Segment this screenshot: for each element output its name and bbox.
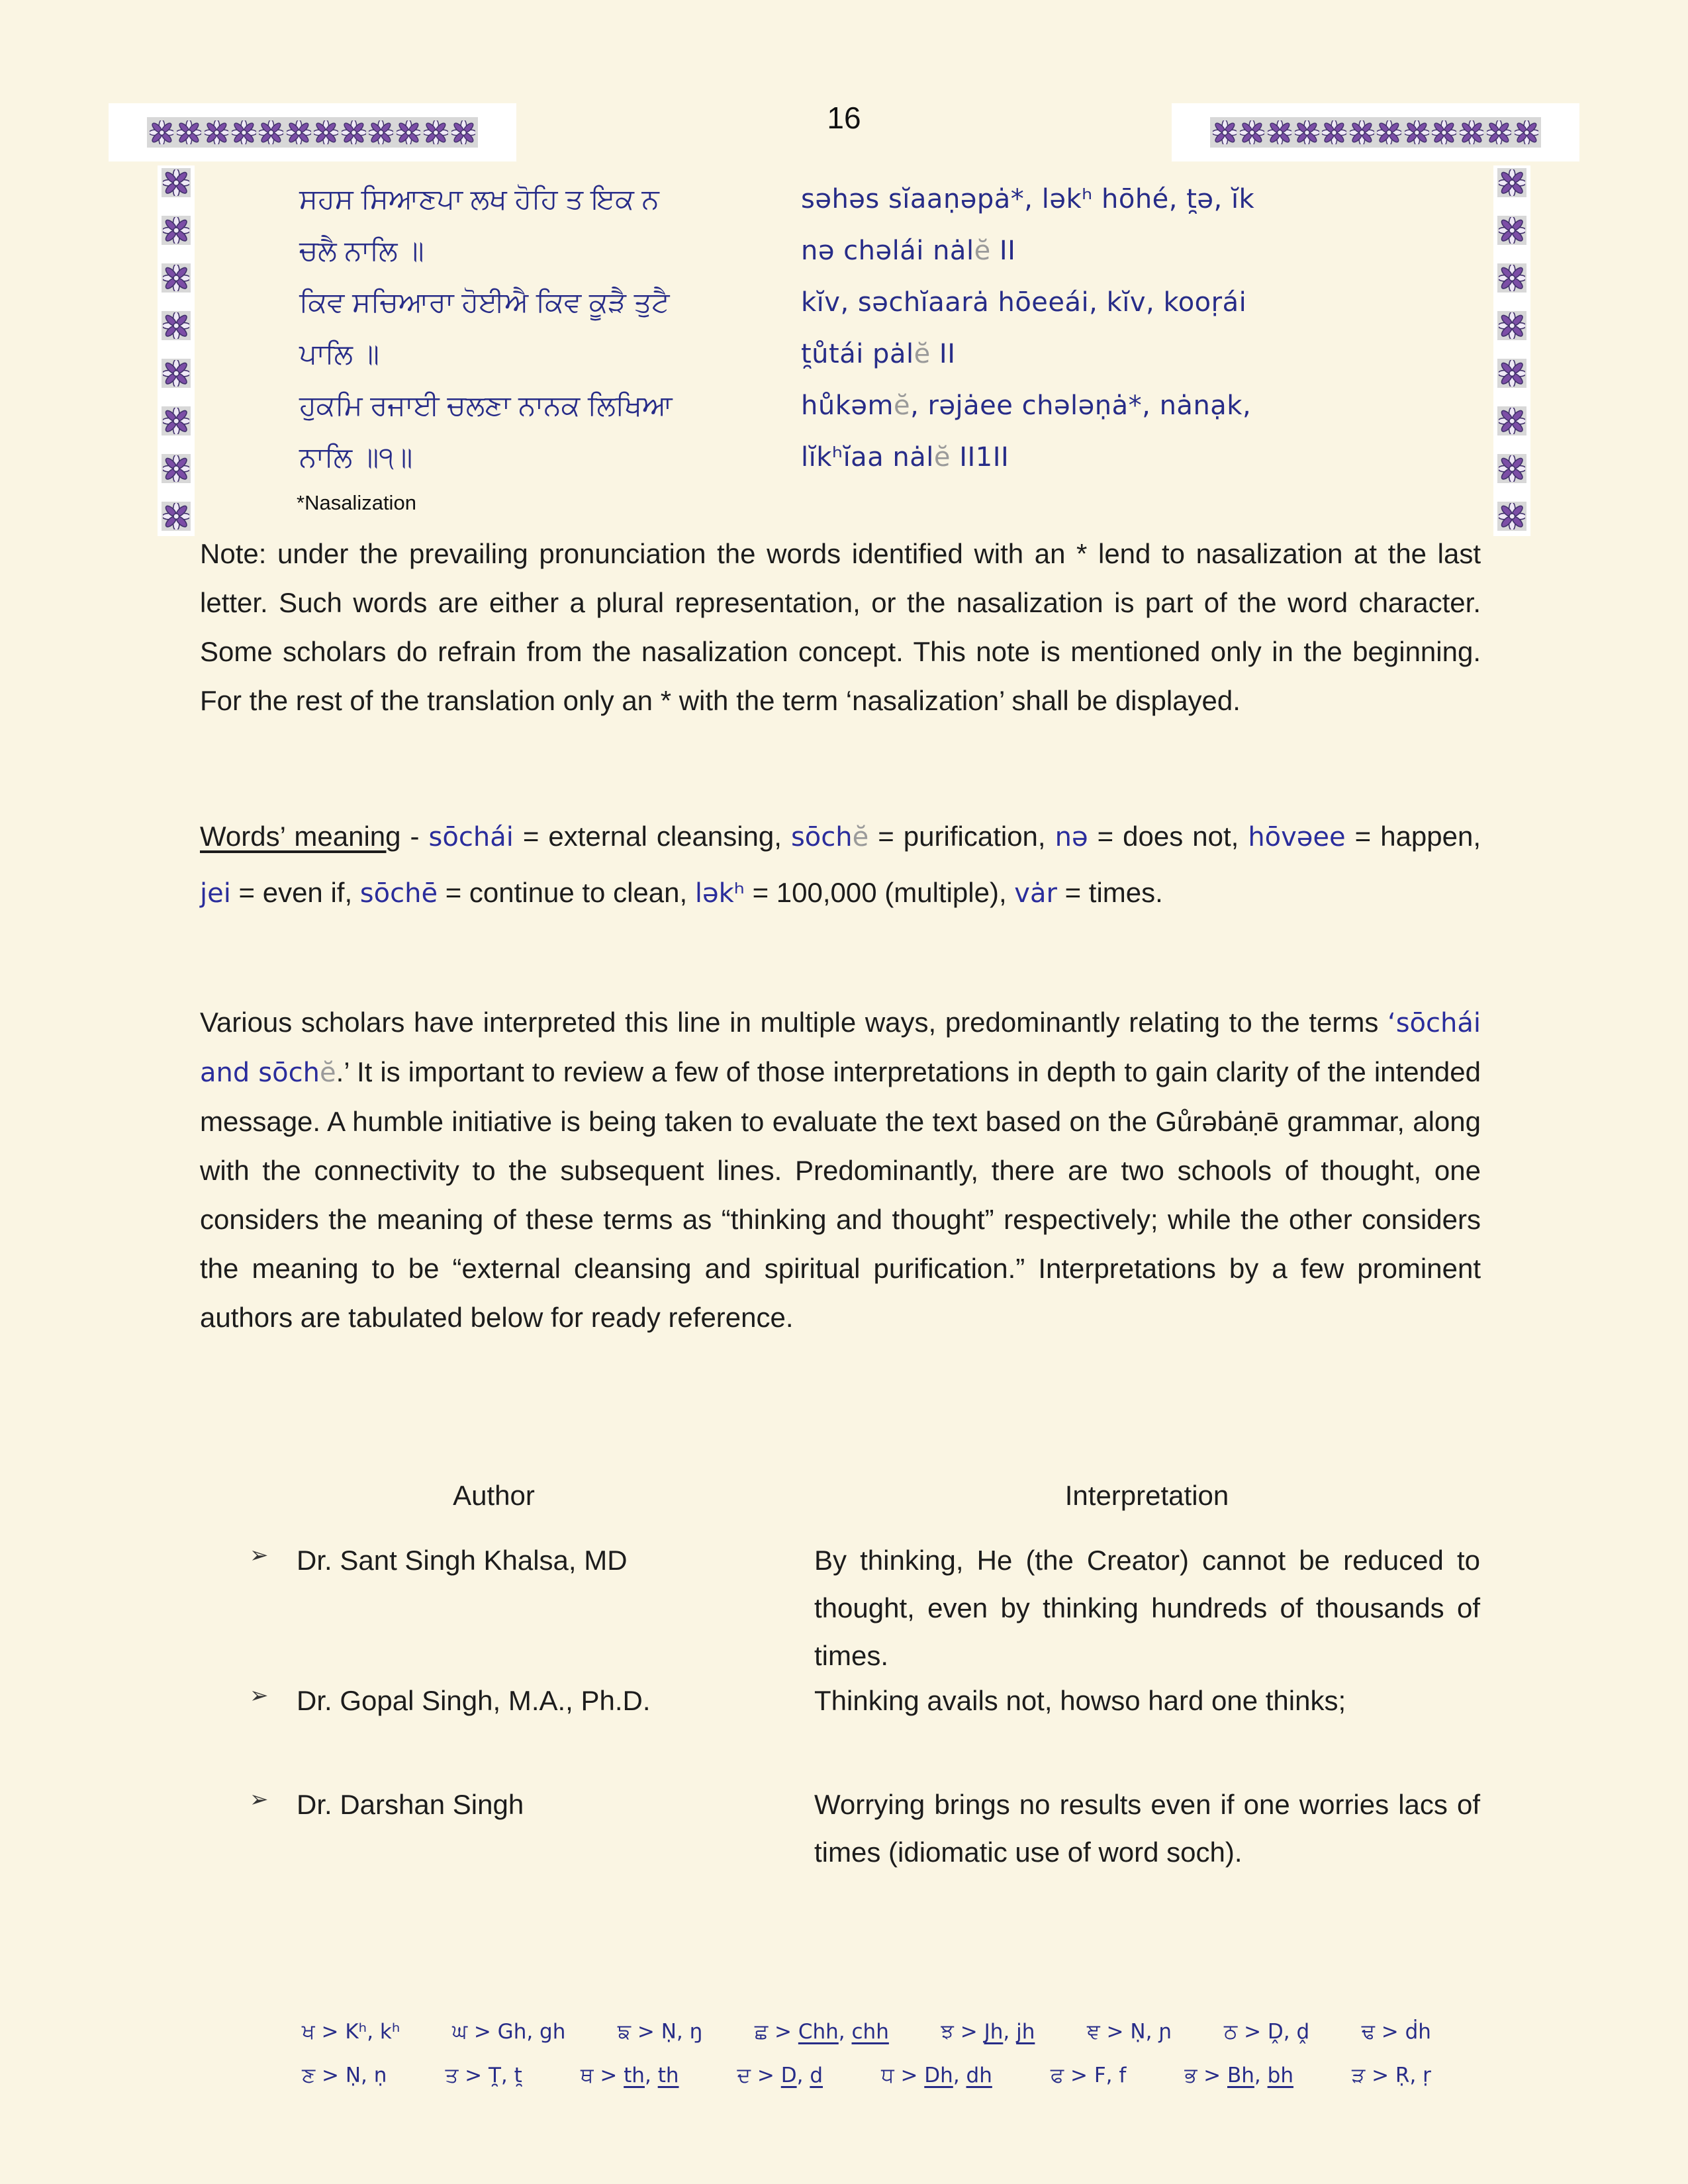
flower-ornament-icon [148, 119, 175, 146]
flower-ornament-icon [423, 119, 449, 146]
legend-item: ਥ > th, th [580, 2064, 679, 2087]
flower-ornament-icon [1486, 119, 1513, 146]
flower-ornament-icon [1497, 216, 1526, 245]
flower-ornament-icon [1348, 119, 1375, 146]
author-cell: Dr. Gopal Singh, M.A., Ph.D. [297, 1685, 651, 1716]
arrow-bullet-icon: ➢ [250, 1787, 269, 1812]
flower-ornament-icon [1431, 119, 1458, 146]
legend-item: ਝ > Jh, jh [941, 2020, 1035, 2044]
flower-ornament-icon [162, 454, 191, 483]
flower-ornament-icon [285, 119, 312, 146]
interpretation-cell: Thinking avails not, howso hard one thinks; [814, 1685, 1346, 1716]
legend-item: ਠ > Ḓ, ḓ [1223, 2020, 1310, 2044]
words-meaning-paragraph: Words’ meaning - sōchái = external cleansing, sōchĕ = purification, nə = does not, hōvəee = happen, jei = even if, sōchē = continue to clean, ləkʰ = 100,000 (multiple), vȧr = times. [200, 821, 1481, 909]
flower-ornament-icon [162, 311, 191, 340]
floral-border-top-left [109, 103, 516, 161]
flower-ornament-icon [1497, 311, 1526, 340]
flower-ornament-icon [1497, 502, 1526, 531]
flower-ornament-icon [162, 216, 191, 245]
flower-ornament-icon [1497, 263, 1526, 293]
transliteration-line: hůkəmĕ, rəjȧee chələṇȧ*, nȧnạk, [801, 390, 1252, 421]
flower-ornament-icon [450, 119, 477, 146]
flower-ornament-icon [1239, 119, 1265, 146]
flower-ornament-icon [258, 119, 285, 146]
flower-ornament-icon [313, 119, 340, 146]
interpretation-cell: By thinking, He (the Creator) cannot be reduced to thought, even by thinking hundreds of thousands of times. [814, 1545, 1480, 1671]
flower-ornament-icon [162, 263, 191, 293]
page-number: 16 [827, 101, 861, 135]
transliteration-line: t̯ůtái pȧlĕ II [801, 339, 956, 369]
flower-ornament-icon [1403, 119, 1430, 146]
gurmukhi-line: ਕਿਵ ਸਚਿਆਰਾ ਹੋਈਐ ਕਿਵ ਕੂੜੈ ਤੁਟੈ [299, 287, 670, 318]
gurmukhi-verse-column [299, 173, 789, 483]
legend-item: ਛ > Chh, chh [754, 2020, 889, 2044]
flower-ornament-icon [1497, 406, 1526, 435]
legend-row [302, 2020, 1431, 2064]
author-cell: Dr. Darshan Singh [297, 1789, 524, 1820]
legend-item: ਞ > Ṇ, ɲ [1086, 2020, 1172, 2044]
transliteration-column [801, 173, 1397, 483]
gurmukhi-line: ਨਾਲਿ ॥੧॥ [299, 441, 413, 473]
legend-item: ਧ > Dh, dh [881, 2064, 992, 2087]
interpretation-cell: Worrying brings no results even if one worries lacs of times (idiomatic use of word soch). [814, 1789, 1480, 1868]
flower-ornament-icon [1321, 119, 1348, 146]
legend-item: ਤ > T̯, t̯ [445, 2064, 522, 2087]
legend-item: ਦ > D, d [737, 2064, 823, 2087]
flower-ornament-icon [368, 119, 395, 146]
flower-ornament-icon [1513, 119, 1540, 146]
legend-item: ਣ > Ṇ, ṇ [302, 2064, 387, 2087]
gurmukhi-line: ਹੁਕਮਿ ਰਜਾਈ ਚਲਣਾ ਨਾਨਕ ਲਿਖਿਆ [299, 390, 673, 421]
gurmukhi-line: ਸਹਸ ਸਿਆਣਪਾ ਲਖ ਹੋਹਿ ਤ ਇਕ ਨ [299, 183, 659, 214]
transliteration-line: nə chəlái nȧlĕ II [801, 236, 1016, 266]
flower-ornament-icon [203, 119, 230, 146]
flower-ornament-icon [162, 168, 191, 197]
legend-item: ਙ > Ṇ, ŋ [617, 2020, 703, 2044]
table-header-interpretation: Interpretation [1064, 1480, 1229, 1511]
legend-row [302, 2064, 1431, 2107]
arrow-bullet-icon: ➢ [250, 1683, 269, 1708]
flower-ornament-icon [340, 119, 367, 146]
legend-item: ਖ > Kʰ, kʰ [302, 2020, 400, 2044]
flower-ornament-icon [395, 119, 422, 146]
flower-ornament-icon [175, 119, 202, 146]
legend-item: ਫ > F, f [1050, 2064, 1127, 2087]
legend-item: ਢ > ḋh [1361, 2020, 1431, 2044]
flower-ornament-icon [162, 406, 191, 435]
scholars-paragraph: Various scholars have interpreted this line in multiple ways, predominantly relating to the terms ‘sōchái and sōchĕ.’ It is important to review a few of those interpretations in depth to gain clarity of the intended message. A humble initiative is being taken to evaluate the text based on the Gůrəbȧṇē grammar, along with the connectivity to the subsequent lines. Predominantly, there are two schools of thought, one considers the meaning of these terms as “thinking and thought” respectively; while the other considers the meaning to be “external cleansing and spiritual purification.” Interpretations by a few prominent authors are tabulated below for ready reference. [200, 1007, 1481, 1333]
transliteration-line: səhəs sĭaaṇəpȧ*, ləkʰ hōhé, t̯ə, ĭk [801, 184, 1255, 214]
note-paragraph: Note: under the prevailing pronunciation the words identified with an * lend to nasalization at the last letter. Such words are either a plural representation, or the nasalization is part of the word character. Some scholars do refrain from the nasalization concept. This note is mentioned only in the beginning. For the rest of the translation only an * with the term ‘nasalization’ shall be displayed. [200, 538, 1481, 716]
floral-border-right [1493, 165, 1530, 536]
flower-ornament-icon [162, 502, 191, 531]
flower-ornament-icon [1266, 119, 1293, 146]
legend-item: ਘ > Gh, gh [451, 2020, 566, 2044]
arrow-bullet-icon: ➢ [250, 1543, 269, 1568]
flower-ornament-icon [230, 119, 257, 146]
flower-ornament-icon [1497, 359, 1526, 388]
transliteration-line: lĭkʰĭaa nȧlĕ II1II [801, 442, 1009, 473]
floral-border-left [158, 165, 195, 536]
flower-ornament-icon [1458, 119, 1485, 146]
gurmukhi-line: ਚਲੈ ਨਾਲਿ ॥ [299, 235, 424, 266]
transliteration-line: kĭv, səchĭaarȧ hōeeái, kĭv, kooṛái [801, 287, 1247, 318]
author-cell: Dr. Sant Singh Khalsa, MD [297, 1545, 628, 1576]
flower-ornament-icon [1497, 168, 1526, 197]
legend-item: ਭ > Bh, bh [1184, 2064, 1293, 2087]
flower-ornament-icon [1211, 119, 1238, 146]
flower-ornament-icon [162, 359, 191, 388]
legend-item: ੜ > Ṛ, ṛ [1352, 2064, 1431, 2087]
flower-ornament-icon [1293, 119, 1320, 146]
table-header-author: Author [453, 1480, 535, 1511]
flower-ornament-icon [1497, 454, 1526, 483]
floral-border-top-right [1172, 103, 1579, 161]
gurmukhi-line: ਪਾਲਿ ॥ [299, 338, 379, 369]
transliteration-legend [302, 2020, 1431, 2107]
flower-ornament-icon [1376, 119, 1403, 146]
nasalization-footnote: *Nasalization [297, 491, 416, 514]
